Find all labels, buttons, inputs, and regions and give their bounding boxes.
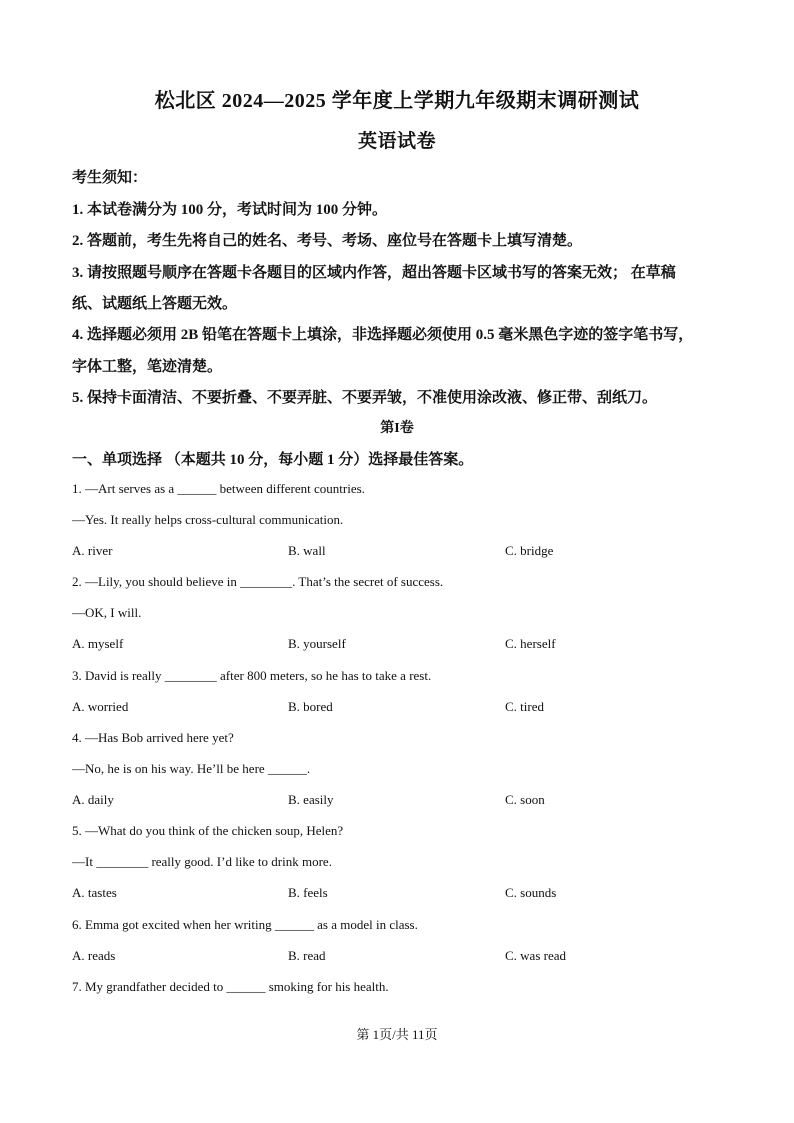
question-4-reply: —No, he is on his way. He’ll be here ______. xyxy=(72,761,311,776)
page-number: 第 1页/共 11页 xyxy=(356,1027,438,1042)
question-7-stem: 7. My grandfather decided to ______ smoking for his health. xyxy=(72,979,389,994)
question-5-stem: 5. —What do you think of the chicken soup, Helen? xyxy=(72,823,344,838)
question-6-option-c: C. was read xyxy=(505,948,567,963)
question-4-option-b: B. easily xyxy=(288,792,334,807)
question-5-option-c: C. sounds xyxy=(505,885,557,900)
question-4-option-c: C. soon xyxy=(505,792,545,807)
question-2-stem: 2. —Lily, you should believe in ________. That’s the secret of success. xyxy=(72,574,444,589)
question-4-option-a: A. daily xyxy=(72,792,114,807)
exam-subtitle: 英语试卷 xyxy=(357,131,436,152)
notice-item-1: 1. 本试卷满分为 100 分，考试时间为 100 分钟。 xyxy=(72,202,388,218)
question-3-stem: 3. David is really ________ after 800 meters, so he has to take a rest. xyxy=(72,668,432,683)
question-3-option-a: A. worried xyxy=(72,699,129,714)
question-1-option-b: B. wall xyxy=(288,543,326,558)
question-2-option-b: B. yourself xyxy=(288,636,346,651)
notice-item-4: 4. 选择题必须用 2B 铅笔在答题卡上填涂，非选择题必须使用 0.5 毫米黑色字迹的签字笔书写， xyxy=(72,327,694,343)
notice-item-3: 3. 请按照题号顺序在答题卡各题目的区域内作答，超出答题卡区域书写的答案无效； 在草稿 xyxy=(72,265,676,281)
notice-item-4-cont: 字体工整，笔迹清楚。 xyxy=(72,359,223,375)
question-2-option-a: A. myself xyxy=(72,636,124,651)
question-2-reply: —OK, I will. xyxy=(72,605,142,620)
part-label: 第I卷 xyxy=(380,421,414,436)
question-5-option-b: B. feels xyxy=(288,885,328,900)
question-1-option-c: C. bridge xyxy=(505,543,554,558)
question-6-stem: 6. Emma got excited when her writing ______ as a model in class. xyxy=(72,917,418,932)
question-5-reply: —It ________ really good. I’d like to drink more. xyxy=(72,854,332,869)
question-1-option-a: A. river xyxy=(72,543,113,558)
notice-heading: 考生须知： xyxy=(72,170,148,186)
question-6-option-b: B. read xyxy=(288,948,326,963)
question-2-option-c: C. herself xyxy=(505,636,556,651)
section-heading: 一、单项选择 （本题共 10 分，每小题 1 分）选择最佳答案。 xyxy=(72,452,474,468)
question-1-stem: 1. —Art serves as a ______ between different countries. xyxy=(72,481,365,496)
question-5-option-a: A. tastes xyxy=(72,885,117,900)
question-3-option-c: C. tired xyxy=(505,699,544,714)
notice-item-2: 2. 答题前，考生先将自己的姓名、考号、考场、座位号在答题卡上填写清楚。 xyxy=(72,233,583,249)
question-3-option-b: B. bored xyxy=(288,699,333,714)
question-1-reply: —Yes. It really helps cross-cultural communication. xyxy=(72,512,344,527)
question-4-stem: 4. —Has Bob arrived here yet? xyxy=(72,730,234,745)
exam-title: 松北区 2024—2025 学年度上学期九年级期末调研测试 xyxy=(154,90,640,112)
notice-item-5: 5. 保持卡面清洁、不要折叠、不要弄脏、不要弄皱，不准使用涂改液、修正带、刮纸刀。 xyxy=(72,390,658,406)
notice-item-3-cont: 纸、试题纸上答题无效。 xyxy=(72,296,238,312)
question-6-option-a: A. reads xyxy=(72,948,116,963)
